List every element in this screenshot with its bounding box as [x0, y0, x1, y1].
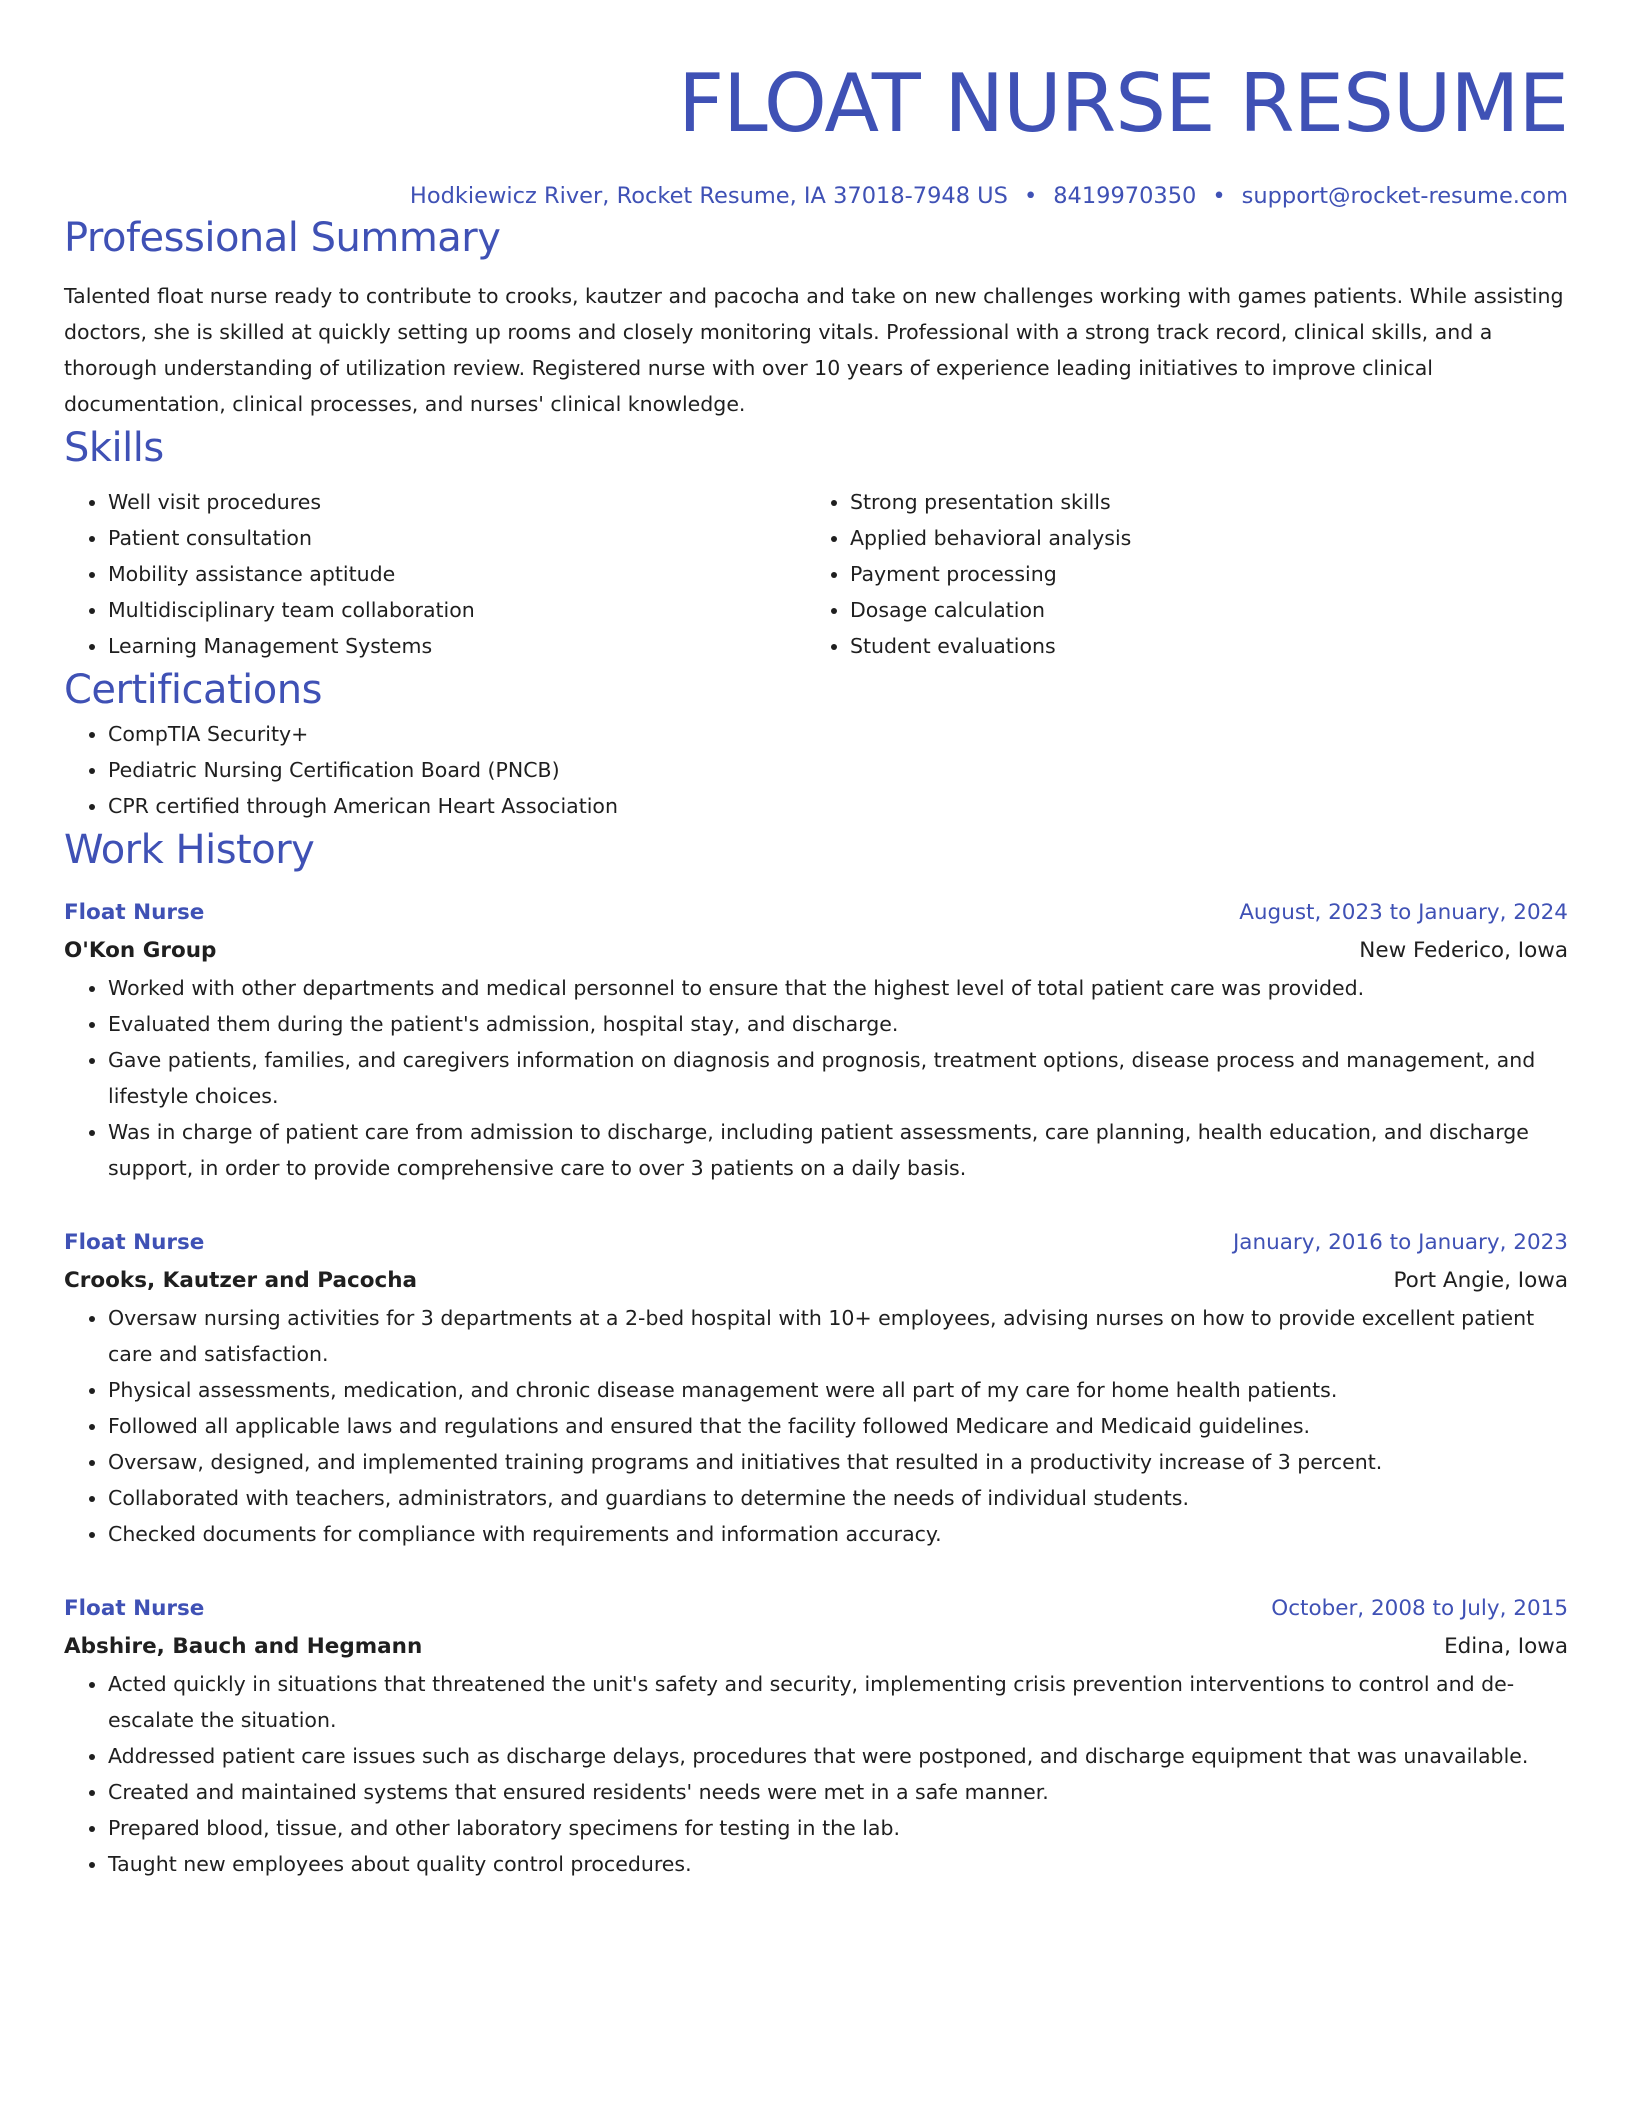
job-bullet: • Created and maintained systems that ensured residents' needs were met in a safe manner. — [108, 1774, 1568, 1810]
contact-separator: • — [1023, 183, 1038, 209]
work-history-heading: Work History — [64, 827, 315, 873]
job-bullet: • Addressed patient care issues such as discharge delays, procedures that were postponed, and discharge equipment that was unavailable. — [108, 1738, 1568, 1774]
contact-separator: • — [1212, 183, 1226, 209]
certifications-heading: Certifications — [64, 667, 322, 713]
job-bullet: • Taught new employees about quality control procedures. — [108, 1846, 1568, 1882]
job-company-row — [64, 1262, 1568, 1300]
skills-list-left — [108, 484, 806, 664]
skills-section — [64, 422, 1568, 664]
job-title: Float Nurse — [64, 1596, 205, 1621]
job-bullet: • Acted quickly in situations that threatened the unit's safety and security, implementing crisis prevention interventions to control and de-escalate the situation. — [108, 1666, 1568, 1738]
contact-line — [64, 180, 1568, 212]
contact-email[interactable]: support@rocket-resume.com — [1241, 183, 1568, 209]
resume-title: FLOAT NURSE RESUME — [678, 57, 1568, 150]
job-company-row — [64, 1628, 1568, 1666]
job-location: Edina, Iowa — [1444, 1634, 1568, 1659]
job-dates: October, 2008 to July, 2015 — [1271, 1596, 1568, 1621]
skill-item: • Applied behavioral analysis — [850, 520, 1548, 556]
job-bullet: • Oversaw nursing activities for 3 departments at a 2-bed hospital with 10+ employees, advising nurses on how to provide excellent patient care and satisfaction. — [108, 1300, 1568, 1372]
job-title-row — [64, 894, 1568, 932]
skills-column-left — [64, 484, 806, 664]
job-title-row — [64, 1224, 1568, 1262]
job-location: Port Angie, Iowa — [1393, 1268, 1568, 1293]
skill-item: • Learning Management Systems — [108, 628, 806, 664]
job-dates: January, 2016 to January, 2023 — [1232, 1230, 1568, 1255]
certifications-list — [64, 716, 1568, 824]
skills-grid — [64, 484, 1568, 664]
job-bullets — [64, 1666, 1568, 1882]
job-bullet: • Physical assessments, medication, and chronic disease management were all part of my care for home health patients. — [108, 1372, 1568, 1408]
skill-item: • Patient consultation — [108, 520, 806, 556]
contact-phone: 8419970350 — [1053, 183, 1197, 209]
job-entry — [64, 894, 1568, 1186]
skill-item: • Strong presentation skills — [850, 484, 1548, 520]
certifications-section — [64, 664, 1568, 824]
skill-item: • Dosage calculation — [850, 592, 1548, 628]
summary-heading: Professional Summary — [64, 215, 501, 261]
job-bullet: • Was in charge of patient care from admission to discharge, including patient assessments, care planning, health education, and discharge support, in order to provide comprehensive care to over 3 patients on a daily basis. — [108, 1114, 1568, 1186]
work-history-section — [64, 824, 1568, 1882]
job-bullet: • Checked documents for compliance with requirements and information accuracy. — [108, 1516, 1568, 1552]
skills-list-right — [850, 484, 1548, 664]
skill-item: • Mobility assistance aptitude — [108, 556, 806, 592]
contact-address: Hodkiewicz River, Rocket Resume, IA 37018-7948 US — [409, 183, 1008, 209]
job-bullet: • Oversaw, designed, and implemented training programs and initiatives that resulted in a productivity increase of 3 percent. — [108, 1444, 1568, 1480]
job-bullets — [64, 970, 1568, 1186]
job-bullet: • Followed all applicable laws and regulations and ensured that the facility followed Medicare and Medicaid guidelines. — [108, 1408, 1568, 1444]
skill-item: • Well visit procedures — [108, 484, 806, 520]
certification-item: • Pediatric Nursing Certification Board (PNCB) — [108, 752, 1568, 788]
skills-heading: Skills — [64, 425, 164, 471]
job-entry — [64, 1224, 1568, 1552]
summary-text: Talented float nurse ready to contribute to crooks, kautzer and pacocha and take on new challenges working with games patients. While assisting doctors, she is skilled at quickly setting up rooms and closely monitoring vitals. Professional with a strong track record, clinical skills, and a thorough understanding of utilization review. Registered nurse with over 10 years of experience leading initiatives to improve clinical documentation, clinical processes, and nurses' clinical knowledge. — [64, 284, 1564, 416]
job-title: Float Nurse — [64, 1230, 205, 1255]
job-company-row — [64, 932, 1568, 970]
job-bullets — [64, 1300, 1568, 1552]
job-title-row — [64, 1590, 1568, 1628]
certification-item: • CompTIA Security+ — [108, 716, 1568, 752]
job-bullet: • Worked with other departments and medical personnel to ensure that the highest level of total patient care was provided. — [108, 970, 1568, 1006]
resume-page — [64, 0, 1568, 1882]
job-company: Abshire, Bauch and Hegmann — [64, 1634, 423, 1659]
job-bullet: • Evaluated them during the patient's admission, hospital stay, and discharge. — [108, 1006, 1568, 1042]
job-dates: August, 2023 to January, 2024 — [1239, 900, 1568, 925]
skill-item: • Multidisciplinary team collaboration — [108, 592, 806, 628]
job-location: New Federico, Iowa — [1359, 938, 1568, 963]
job-company: Crooks, Kautzer and Pacocha — [64, 1268, 418, 1293]
skill-item: • Payment processing — [850, 556, 1548, 592]
skills-column-right — [806, 484, 1548, 664]
job-bullet: • Collaborated with teachers, administrators, and guardians to determine the needs of individual students. — [108, 1480, 1568, 1516]
job-company: O'Kon Group — [64, 938, 217, 963]
certification-item: • CPR certified through American Heart Association — [108, 788, 1568, 824]
skill-item: • Student evaluations — [850, 628, 1548, 664]
job-bullet: • Gave patients, families, and caregivers information on diagnosis and prognosis, treatment options, disease process and management, and lifestyle choices. — [108, 1042, 1568, 1114]
resume-header — [64, 0, 1568, 212]
summary-section — [64, 212, 1568, 422]
job-title: Float Nurse — [64, 900, 205, 925]
job-bullet: • Prepared blood, tissue, and other laboratory specimens for testing in the lab. — [108, 1810, 1568, 1846]
job-entry — [64, 1590, 1568, 1882]
